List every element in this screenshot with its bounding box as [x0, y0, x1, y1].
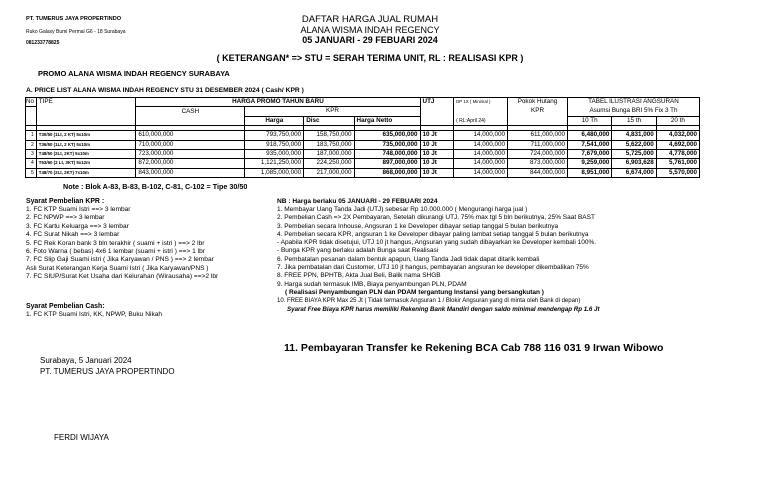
cell-netto: 635,000,000: [354, 131, 420, 140]
col-utj: UTJ: [420, 98, 454, 107]
list-item: Syarat Free Biaya KPR harus memiliki Rekening Bank Mandiri dengan saldo minimal mendengap Rp 1.6 Jt: [287, 305, 600, 313]
list-item: 2. Pembelian Cash => 2X Pembayaran, Setelah dikurangi UTJ. 75% max tgl 5 bln berikutnya, 25% Saat BAST: [277, 214, 595, 222]
cell-harga: 935,000,000: [245, 150, 304, 159]
cell-a20: 4,032,000: [656, 131, 699, 140]
list-item: 2. FC NPWP ==> 3 lembar: [26, 214, 105, 222]
table-row: [26, 150, 700, 159]
col-pokok-1: Pokok Hutang: [508, 98, 568, 107]
header-row-2: [26, 107, 700, 116]
list-item: 6. Foto Warna ( bebas) 4x6 1 lembar (suami + istri ) ==> 1 lbr: [26, 248, 205, 256]
cell-no: 4: [26, 159, 37, 168]
list-item: - Apabila KPR tidak disetujui, UTJ 10 jt hangus, Angsuran yang sudah dibayarkan ke Developer kembali 100%.: [277, 239, 597, 247]
list-item: 4. Pembelian secara KPR, angsuran 1 ke Developer dibayar paling lambat setiap tanggal 5 bulan berikutnya: [277, 230, 589, 238]
signature-company: PT. TUMERUS JAYA PROPERTINDO: [40, 367, 175, 376]
list-item: 1. FC KTP Suami Istri, KK, NPWP, Buku Nikah: [26, 311, 163, 318]
company-phone: 081233778825: [26, 40, 60, 46]
cell-tipe: T48/50 (2Lt, 2KT) 5x10m: [36, 150, 136, 159]
col-harga: Harga: [245, 116, 304, 125]
cell-a10: 7,541,000: [568, 140, 612, 149]
cell-cash: 710,000,000: [136, 140, 245, 149]
list-item: 3. FC Kartu Keluarga ==> 3 lembar: [26, 222, 129, 230]
list-item: 3. Pembelian secara Inhouse, Angsuran 1 ke Developer dibayar setiap tanggal 5 bulan berikutnya: [277, 222, 559, 230]
cell-pokok: 873,000,000: [508, 159, 568, 168]
cell-a10: 9,259,000: [568, 159, 612, 168]
col-asumsi: Asumsi Bunga BRI 5% Fix 3 Th: [568, 107, 700, 116]
list-item: 6. Pembatalan pesanan dalam bentuk apapun, Uang Tanda Jadi tidak dapat ditarik kembali: [277, 255, 540, 263]
project-name: ALANA WISMA INDAH REGENCY: [300, 25, 440, 35]
cell-netto: 735,000,000: [354, 140, 420, 149]
cell-utj: 10 Jt: [420, 150, 454, 159]
cell-a20: 5,761,000: [656, 159, 699, 168]
cell-a15: 5,622,000: [612, 140, 656, 149]
cell-no: 3: [26, 150, 37, 159]
cell-cash: 723,000,000: [136, 150, 245, 159]
cell-dp: 14,000,000: [454, 150, 508, 159]
cell-tipe: T30/50 (1Lt, 2 KT) 5x10m: [36, 131, 136, 140]
table-row: [26, 140, 700, 149]
price-table: [25, 97, 700, 178]
syarat-cash-title: Syarat Pembelian Cash:: [26, 303, 105, 310]
list-item: 10. FREE BIAYA KPR Max 25 Jt ( Tidak termasuk Angsuran 1 / Blokir Angsuran yang di minta oleh Bank di depan): [277, 298, 581, 305]
nb-title: NB : Harga berlaku 05 JANUARI - 29 FEBUARI 2024: [277, 198, 438, 205]
cell-no: 5: [26, 168, 37, 177]
header-row-1: [26, 98, 700, 107]
list-item: 9. Harga sudah termasuk IMB, Biaya penyambungan PLN, PDAM: [277, 280, 467, 288]
table-row: [26, 168, 700, 177]
cell-tipe: T63/60 (2 Lt, 3KT) 5x12m: [36, 159, 136, 168]
syarat-cash-section: [26, 302, 162, 319]
cell-disc: 224,250,000: [304, 159, 354, 168]
col-cash: CASH: [136, 107, 245, 116]
company-name: PT. TUMERUS JAYA PROPERTINDO: [26, 16, 122, 22]
cell-netto: 897,000,000: [354, 159, 420, 168]
cell-disc: 183,750,000: [304, 140, 354, 149]
list-item: Asli Surat Keterangan Kerja Suami Istri ( Jika Karyawan/PNS ): [26, 264, 209, 272]
cell-a10: 6,480,000: [568, 131, 612, 140]
cell-a20: 4,692,000: [656, 140, 699, 149]
col-rl: ( RL:April 24): [454, 116, 508, 125]
keterangan: ( KETERANGAN* => STU = SERAH TERIMA UNIT, RL : REALISASI KPR ): [216, 53, 524, 63]
list-item: 1. Membayar Uang Tanda Jadi (UTJ) sebesar Rp 10.000.000 ( Mengurangi harga jual ): [277, 206, 528, 213]
cell-pokok: 611,000,000: [508, 131, 568, 140]
cell-pokok: 711,000,000: [508, 140, 568, 149]
cell-disc: 158,750,000: [304, 131, 354, 140]
cell-utj: 10 Jt: [420, 159, 454, 168]
period: 05 JANUARI - 29 FEBUARI 2024: [302, 35, 438, 45]
cell-utj: 10 Jt: [420, 140, 454, 149]
col-10th: 10 Th: [568, 116, 612, 125]
list-item: 7. FC SIUP/Surat Ket Usaha dari Kelurahan (Wirausaha) ==>2 lbr: [26, 273, 219, 281]
cell-a20: 4,778,000: [656, 150, 699, 159]
table-row: [26, 131, 700, 140]
col-promo: HARGA PROMO TAHUN BARU: [136, 98, 420, 107]
cell-dp: 14,000,000: [454, 140, 508, 149]
col-tabel: TABEL ILUSTRASI ANGSURAN: [568, 98, 700, 107]
price-list-heading: A. PRICE LIST ALANA WISMA INDAH REGENCY STU 31 DESEMBER 2024 ( Cash/ KPR ): [26, 87, 304, 94]
cell-disc: 187,000,000: [304, 150, 354, 159]
list-item: 5. FC Rek Koran bank 3 bln terakhir ( suami + istri ) ==> 2 lbr: [26, 239, 205, 247]
cell-utj: 10 Jt: [420, 168, 454, 177]
syarat-kpr-section: [26, 197, 218, 282]
cell-a10: 7,679,000: [568, 150, 612, 159]
cell-cash: 843,000,000: [136, 168, 245, 177]
cell-a10: 8,951,000: [568, 168, 612, 177]
list-item: ( Realisasi Penyambungan PLN dan PDAM tergantung Instansi yang bersangkutan ): [285, 288, 544, 296]
cell-dp: 14,000,000: [454, 168, 508, 177]
cell-cash: 872,000,000: [136, 159, 245, 168]
cell-netto: 748,000,000: [354, 150, 420, 159]
cell-a15: 4,831,000: [612, 131, 656, 140]
list-item: 1. FC KTP Suami Istri ==> 3 lembar: [26, 206, 131, 213]
col-harga-netto: Harga Netto: [354, 116, 420, 125]
cell-no: 2: [26, 140, 37, 149]
list-item: 7. FC Slip Gaji Suami istri ( Jika Karyawan / PNS ) ==> 2 lembar: [26, 256, 214, 264]
cell-harga: 1,121,250,000: [245, 159, 304, 168]
list-item: 8. FREE PPN, BPHTB, Akta Jual Beli, Balik nama SHGB: [277, 272, 441, 280]
list-item: 7. Jika pembatalan dari Customer, UTJ 10 jt hangus, pembayaran angsuran ke developer dikembalikan 75%: [277, 264, 589, 272]
col-no: No: [26, 98, 37, 107]
promo-title: PROMO ALANA WISMA INDAH REGENCY SURABAYA: [38, 69, 230, 78]
col-dp: DP 1X ( Minimal ): [454, 98, 508, 107]
cell-a15: 5,725,000: [612, 150, 656, 159]
bank-transfer-note: 11. Pembayaran Transfer ke Rekening BCA Cab 788 116 031 9 Irwan Wibowo: [284, 342, 664, 354]
title-block: [220, 14, 520, 45]
col-20th: 20 th: [656, 116, 699, 125]
cell-a20: 5,570,000: [656, 168, 699, 177]
cell-harga: 918,750,000: [245, 140, 304, 149]
nb-section: [277, 197, 600, 314]
cell-pokok: 724,000,000: [508, 150, 568, 159]
col-pokok-2: KPR: [508, 107, 568, 116]
cell-netto: 868,000,000: [354, 168, 420, 177]
list-item: 4. FC Surat Nikah ==> 3 lembar: [26, 231, 120, 239]
list-item: - Bunga KPR yang berlaku adalah Bunga saat Realisasi: [277, 247, 439, 255]
syarat-kpr-title: Syarat Pembelian KPR :: [26, 198, 105, 205]
cell-harga: 793,750,000: [245, 131, 304, 140]
col-tipe: TIPE: [36, 98, 136, 107]
cell-utj: 10 Jt: [420, 131, 454, 140]
col-kpr: KPR: [245, 107, 420, 116]
cell-cash: 610,000,000: [136, 131, 245, 140]
cell-tipe: T48/70 (2Lt, 2KT) 7x10m: [36, 168, 136, 177]
table-row: [26, 159, 700, 168]
cell-dp: 14,000,000: [454, 131, 508, 140]
cell-pokok: 844,000,000: [508, 168, 568, 177]
signature-date: Surabaya, 5 Januari 2024: [40, 356, 132, 365]
company-address: Ruko Galaxy Bumi Permai G6 - 18 Surabaya: [26, 29, 126, 35]
signature-name: FERDI WIJAYA: [54, 433, 109, 442]
cell-harga: 1,085,000,000: [245, 168, 304, 177]
cell-a15: 6,674,000: [612, 168, 656, 177]
cell-no: 1: [26, 131, 37, 140]
col-disc: Disc: [304, 116, 354, 125]
cell-tipe: T36/50 (1Lt, 2 KT) 5x10m: [36, 140, 136, 149]
table-note: Note : Blok A-83, B-83, B-102, C-81, C-102 = Tipe 30/50: [63, 182, 248, 191]
cell-a15: 6,903,628: [612, 159, 656, 168]
cell-dp: 14,000,000: [454, 159, 508, 168]
cell-disc: 217,000,000: [304, 168, 354, 177]
document-title: DAFTAR HARGA JUAL RUMAH: [301, 14, 439, 25]
col-15th: 15 th: [612, 116, 656, 125]
header-row-3: [26, 116, 700, 125]
